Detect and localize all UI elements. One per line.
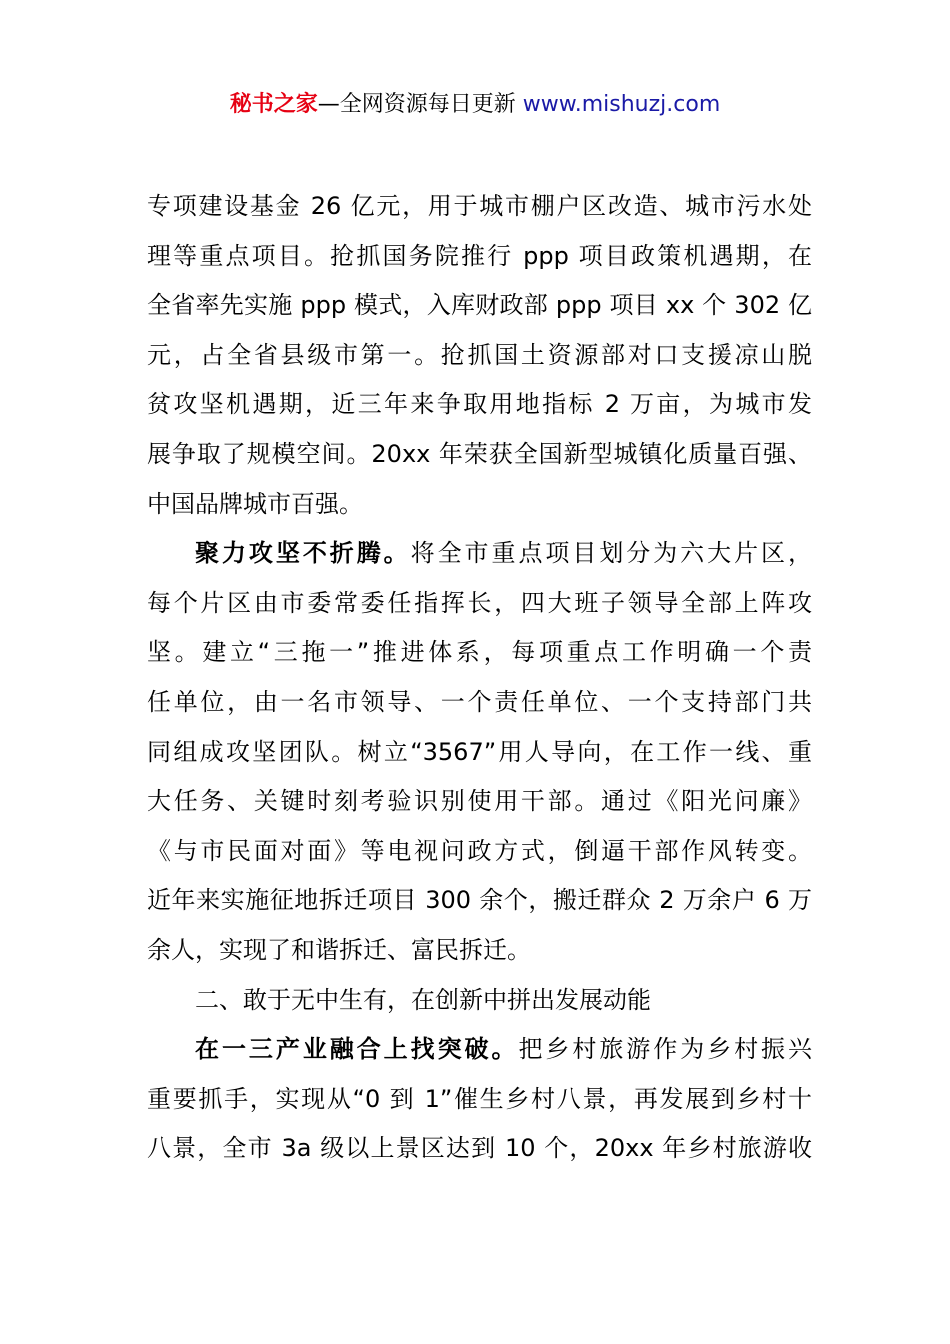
text-line-first [147,1025,812,1075]
text-line: 贫攻坚机遇期，近三年来争取用地指标 2 万亩，为城市发 [147,390,812,419]
text-line: 专项建设基金 26 亿元，用于城市棚户区改造、城市污水处 [147,192,812,220]
paragraph-1 [147,182,812,529]
site-header [0,88,950,122]
text-line: 大任务、关键时刻考验识别使用干部。通过《阳光问廉》 [147,787,812,816]
text-line: 每个片区由市委常委任指挥长，四大班子领导全部上阵攻 [147,588,812,617]
text-line: 《与市民面对面》等电视问政方式，倒逼干部作风转变。 [147,836,812,865]
document-body [147,182,812,1174]
text-line: 任单位，由一名市领导、一个责任单位、一个支持部门共 [147,687,812,716]
paragraph-heading: 聚力攻坚不折腾。 [195,539,411,568]
text-run: 将全市重点项目划分为六大片区， [410,539,813,568]
text-line: 全省率先实施 ppp 模式，入库财政部 ppp 项目 xx 个 302 亿 [147,291,812,320]
text-line-first [147,529,812,579]
paragraph-2 [147,529,812,975]
text-line: 坚。建立“三拖一”推进体系，每项重点工作明确一个责 [147,638,812,667]
paragraph-3 [147,1025,812,1174]
text-line: 中国品牌城市百强。 [147,489,363,518]
text-line: 近年来实施征地拆迁项目 300 余个，搬迁群众 2 万余户 6 万 [147,886,812,915]
text-run: 把乡村旅游作为乡村振兴 [518,1035,813,1064]
text-line: 八景，全市 3a 级以上景区达到 10 个，20xx 年乡村旅游收 [147,1134,812,1163]
site-tagline: —全网资源每日更新 [317,92,516,117]
section-title: 二、敢于无中生有，在创新中拼出发展动能 [195,985,651,1014]
text-line: 展争取了规模空间。20xx 年荣获全国新型城镇化质量百强、 [147,439,812,468]
text-line: 元，占全省县级市第一。抢抓国土资源部对口支援凉山脱 [147,340,812,369]
text-line: 余人，实现了和谐拆迁、富民拆迁。 [147,935,531,964]
text-line: 重要抓手，实现从“0 到 1”催生乡村八景，再发展到乡村十 [147,1084,812,1113]
paragraph-heading: 在一三产业融合上找突破。 [195,1035,519,1064]
site-brand: 秘书之家 [229,92,318,117]
text-line: 理等重点项目。抢抓国务院推行 ppp 项目政策机遇期，在 [147,241,812,270]
text-line: 同组成攻坚团队。树立“3567”用人导向，在工作一线、重 [147,737,812,766]
site-url-link[interactable]: www.mishuzj.com [522,92,721,117]
